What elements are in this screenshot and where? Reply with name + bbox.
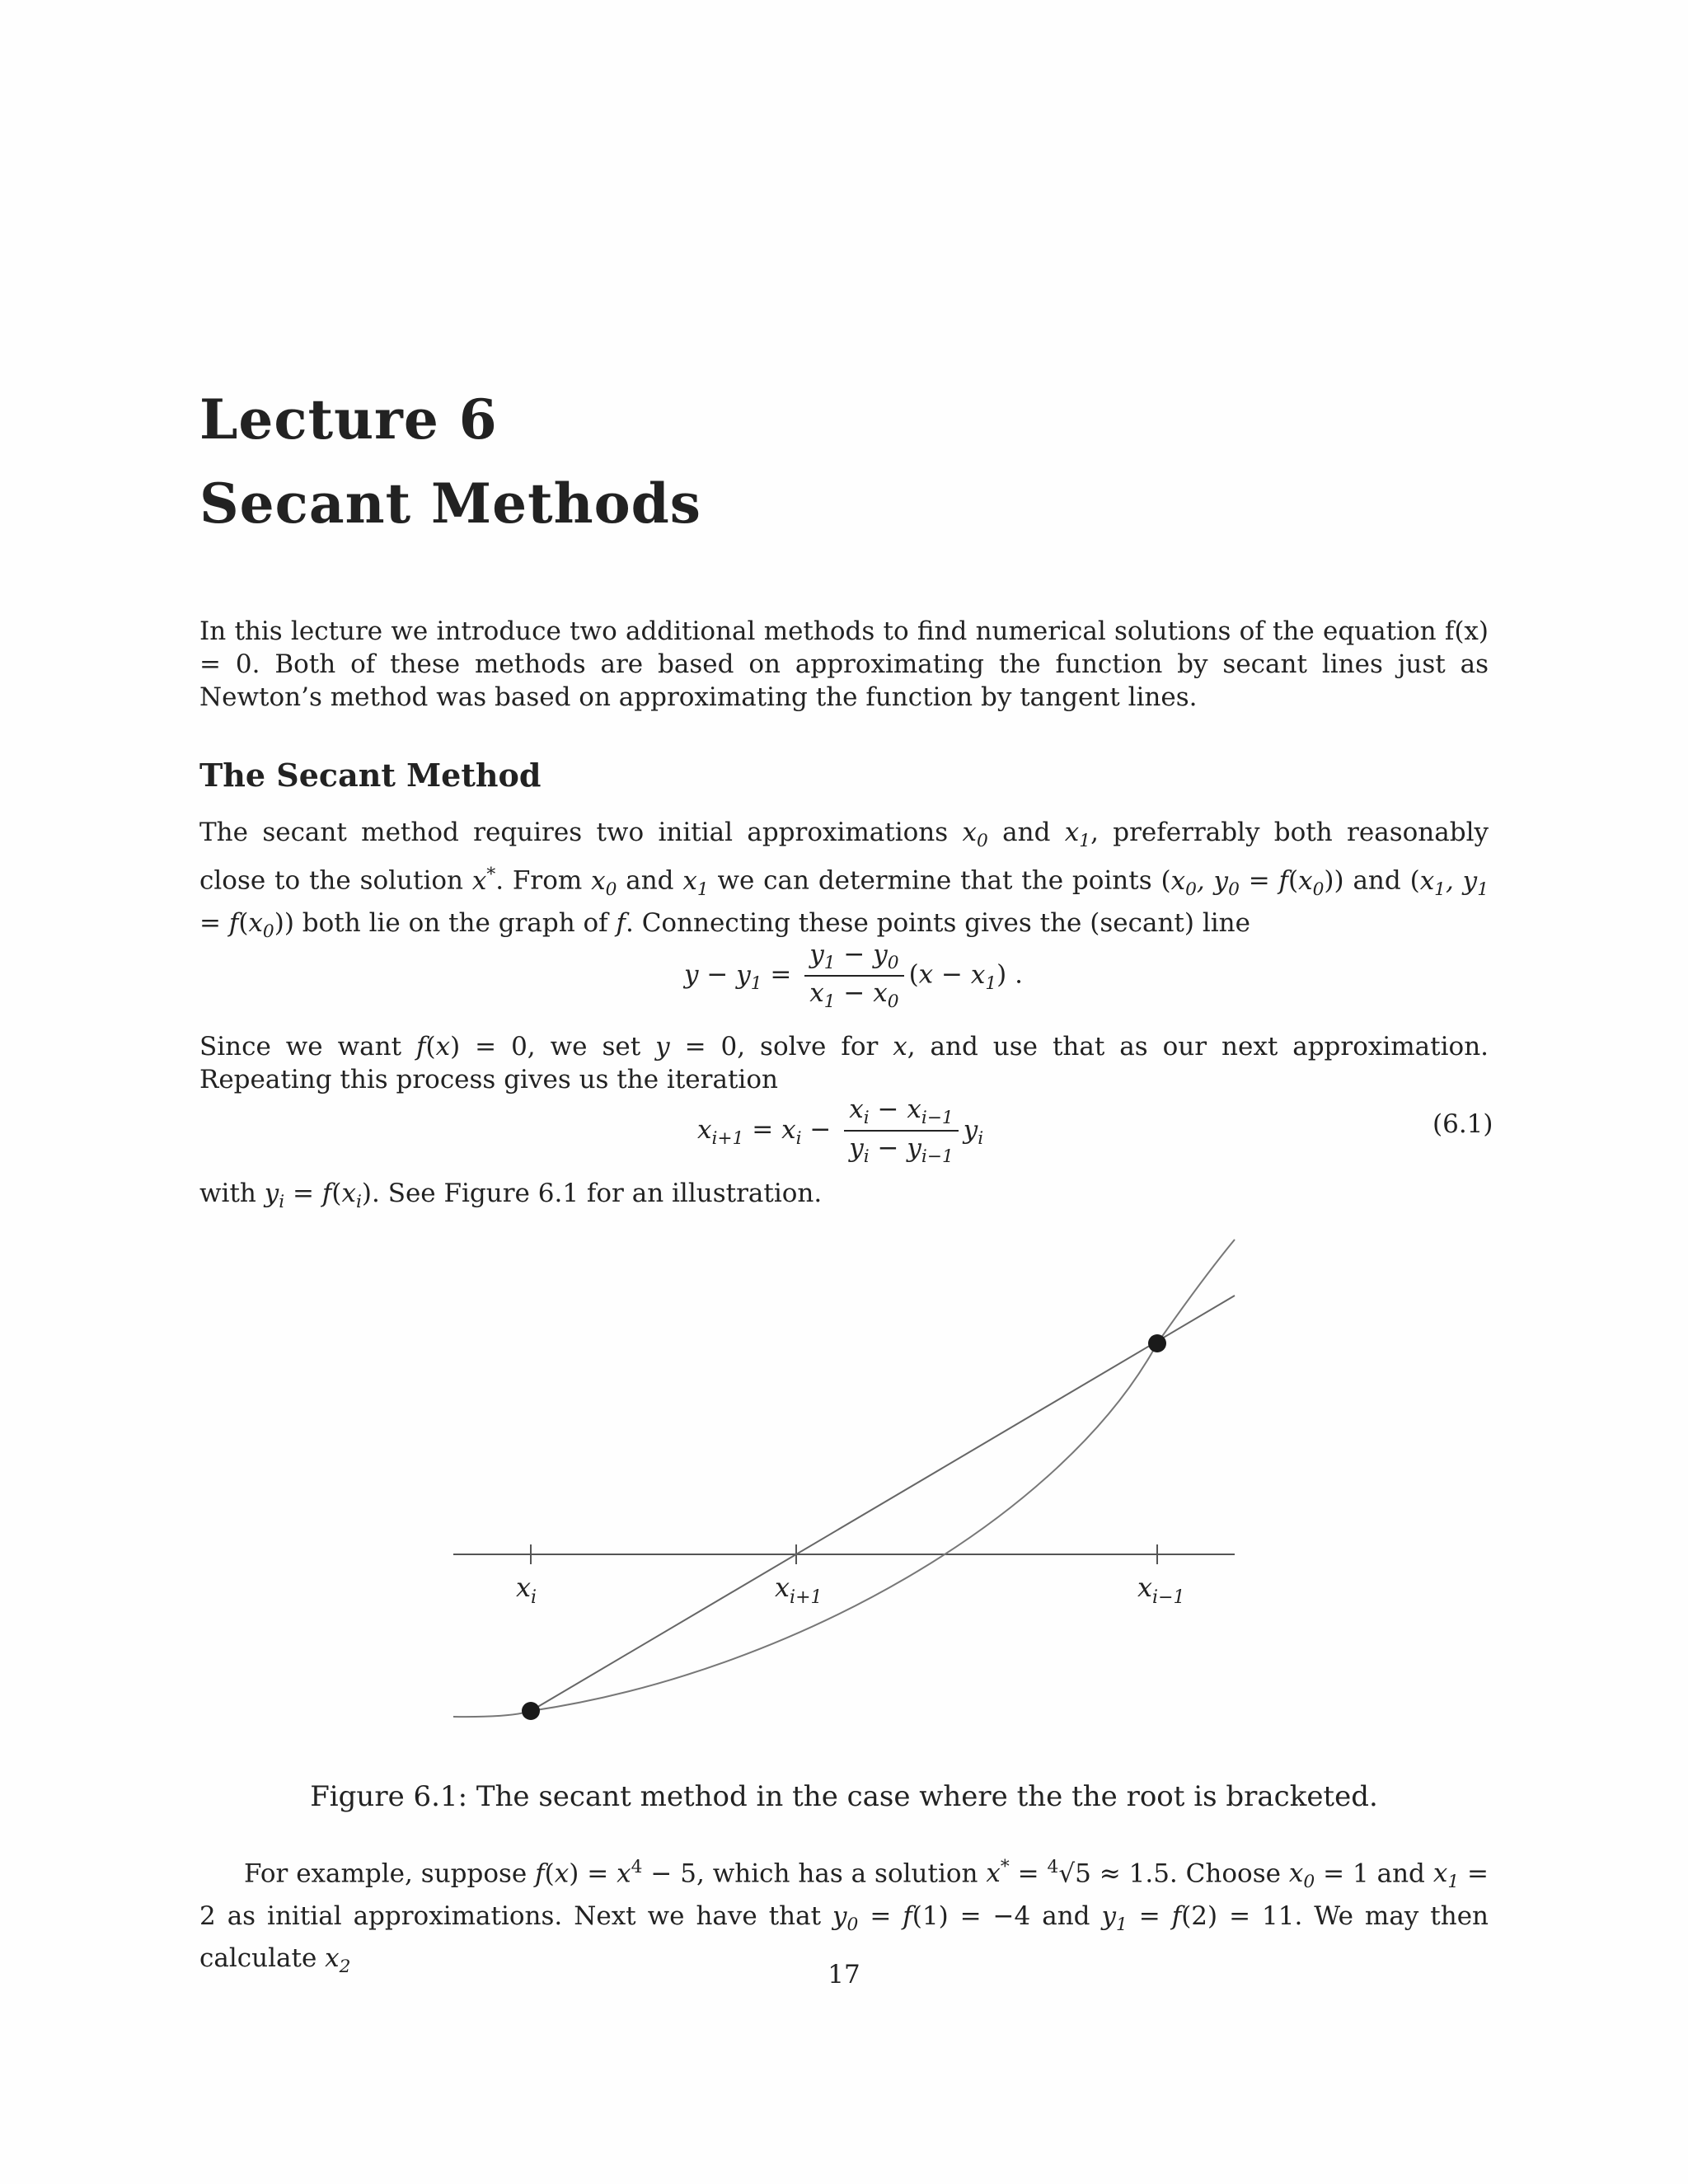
- figure-caption: Figure 6.1: The secant method in the case where the the root is bracketed.: [310, 1780, 1378, 1813]
- page-number: 17: [828, 1960, 860, 1990]
- secant-line-equation: $y - y_1$ = $\frac{y_1 - y_0}{x_1 - x_0}$ $(x - x_1)$ .: [684, 940, 1023, 1013]
- label-xim1: $x_{i-1}$: [1137, 1572, 1185, 1608]
- lecture-label: Lecture 6: [199, 387, 498, 452]
- paragraph-example: For example, suppose $f(x) = x^4 - 5$, which has a solution x* = $^4$√5 ≈ 1.5. Choose $x_0 = 1$ and $x_1 = 2$ as initial approximations. Next we have that $y_0 = f(1) = -4$ and $y_1 = f(2) = 11$. We may then calculate $x_2$: [199, 1857, 1489, 1977]
- point-xi: [522, 1702, 540, 1720]
- iteration-equation: $x_{i+1} = x_i$ − $\frac{x_i - x_{i-1}}{y_i - y_{i-1}}$ $y_i$: [697, 1094, 984, 1168]
- intro-paragraph: In this lecture we introduce two additional methods to find numerical solutions of the equation f(x) = 0. Both of these methods are based on approximating the function by secant lines just as Newton’s method was based on approximating the function by tangent lines.: [199, 616, 1489, 712]
- function-curve: [453, 1240, 1235, 1717]
- lecture-title: Secant Methods: [199, 471, 701, 536]
- secant-line: [531, 1296, 1235, 1711]
- label-xi: $x_i$: [516, 1572, 537, 1608]
- paragraph-iteration: Since we want f(x) = 0, we set y = 0, solve for x, and use that as our next approximation. Repeating this process gives us the iteration: [199, 1032, 1489, 1094]
- paragraph-secant-intro: The secant method requires two initial approximations $x_0$ and $x_1$, preferrably both reasonably close to the solution x*. From $x_0$ and $x_1$ we can determine that the points ($x_0$, $y_0 = f(x_0)$) and ($x_1$, $y_1 = f(x_0)$) both lie on the graph of f. Connecting these points gives the (secant) line: [199, 818, 1489, 942]
- secant-figure: [445, 1228, 1253, 1739]
- label-xip1: $x_{i+1}$: [775, 1572, 823, 1608]
- point-xim1: [1148, 1334, 1166, 1352]
- section-title: The Secant Method: [199, 757, 542, 794]
- equation-number: (6.1): [1432, 1109, 1493, 1139]
- paragraph-figure-ref: with $y_i = f(x_i)$. See Figure 6.1 for an illustration.: [199, 1179, 823, 1213]
